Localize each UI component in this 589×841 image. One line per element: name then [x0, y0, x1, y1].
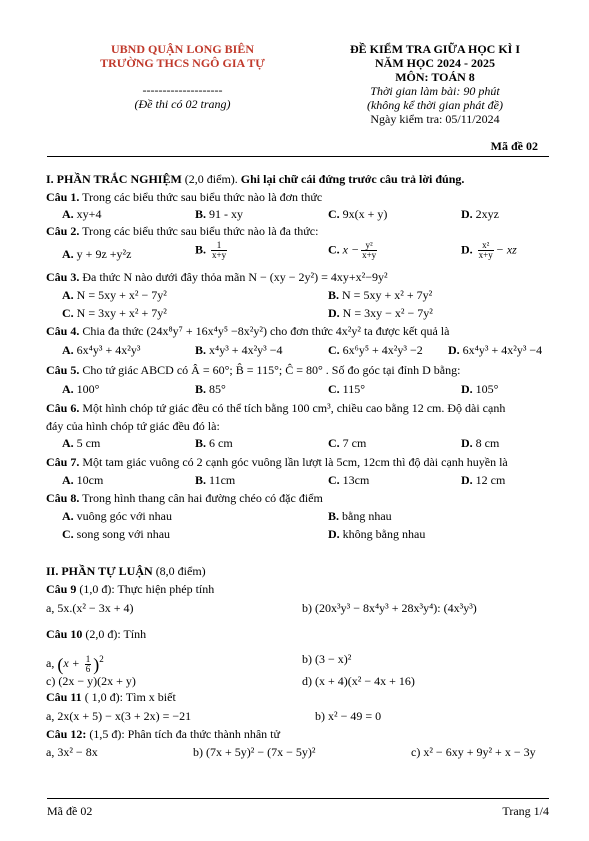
q2-option-c [328, 241, 379, 260]
option-letter: D. [461, 242, 473, 257]
option-text: 2xyz [475, 207, 499, 221]
numerator: x² [478, 241, 494, 251]
school-year: NĂM HỌC 2024 - 2025 [375, 56, 495, 70]
option-letter: D. [461, 207, 473, 221]
option-text: 115° [342, 382, 366, 396]
option-letter: D. [448, 343, 460, 357]
question-9 [46, 582, 214, 597]
time-limit: Thời gian làm bài: 90 phút [370, 84, 500, 98]
part-label: a, [46, 656, 58, 670]
option-letter: A. [62, 207, 74, 221]
option-letter: C. [328, 436, 340, 450]
option-text: vuông góc với nhau [76, 509, 173, 523]
option-text: 91 - xy [209, 207, 244, 221]
question-8 [46, 491, 323, 506]
option-text: không bằng nhau [342, 527, 426, 541]
option-letter: D. [461, 436, 473, 450]
option-text: 9x(x + y) [342, 207, 388, 221]
time-note: (không kể thời gian phát đề) [366, 98, 504, 112]
q2-option-d [461, 241, 517, 260]
question-text: (1,5 đ): Phân tích đa thức thành nhân tử [86, 727, 280, 741]
q5-option-d [461, 382, 498, 397]
q2-option-b [195, 241, 229, 260]
question-label: Câu 9 [46, 582, 77, 596]
option-text: 8 cm [475, 436, 500, 450]
option-text: x⁴y³ + 4x²y³ −4 [209, 343, 283, 357]
q3-option-b [328, 288, 432, 303]
q4-option-c [328, 343, 423, 358]
option-letter: A. [62, 247, 74, 261]
question-10 [46, 627, 146, 642]
fraction [85, 655, 92, 674]
numerator: 1 [211, 241, 227, 251]
q1-option-b [195, 207, 243, 222]
option-letter: C. [328, 382, 340, 396]
option-letter: A. [62, 436, 74, 450]
question-2 [46, 224, 318, 239]
option-letter: A. [62, 473, 74, 487]
question-label: Câu 10 [46, 627, 83, 641]
header-left [95, 42, 270, 111]
question-label: Câu 6. [46, 401, 80, 415]
question-text: Trong hình thang cân hai đường chéo có đặc điểm [79, 491, 323, 505]
q7-option-d [461, 473, 505, 488]
option-letter: B. [195, 436, 207, 450]
footer-rule [47, 798, 549, 799]
numerator: y² [361, 241, 377, 251]
part2-title: II. PHẦN TỰ LUẬN [46, 564, 153, 578]
q10-part-d: d) (x + 4)(x² − 4x + 16) [302, 674, 415, 688]
question-6-continued: đáy của hình chóp tứ giác đều đó là: [46, 419, 220, 433]
part2-points: (8,0 điểm) [152, 564, 206, 578]
q8-option-a [62, 509, 172, 524]
open-paren: ( [57, 654, 64, 675]
option-letter: C. [62, 306, 74, 320]
question-label: Câu 11 [46, 690, 82, 704]
q6-option-a [62, 436, 100, 451]
question-text: ( 1,0 đ): Tìm x biết [81, 690, 176, 704]
option-text: 85° [209, 382, 226, 396]
option-text: 7 cm [342, 436, 367, 450]
question-label: Câu 12: [46, 727, 87, 741]
option-letter: D. [461, 473, 473, 487]
footer-page-number: Trang 1/4 [502, 804, 549, 818]
option-text: 6x⁴y³ + 4x²y³ [76, 343, 141, 357]
org-name: UBND QUẬN LONG BIÊN [110, 42, 254, 56]
question-label: Câu 4. [46, 324, 80, 338]
question-text: Trong các biểu thức sau biểu thức nào là đơn thức [79, 190, 323, 204]
option-text: y + 9z +y²z [76, 247, 132, 261]
option-letter: D. [328, 306, 340, 320]
option-letter: B. [195, 343, 207, 357]
q5-option-c [328, 382, 365, 397]
option-text: 11cm [209, 473, 236, 487]
question-label: Câu 8. [46, 491, 80, 505]
q7-option-b [195, 473, 235, 488]
denominator: x+y [478, 250, 493, 260]
q10-part-c: c) (2x − y)(2x + y) [46, 674, 136, 688]
q6-option-c [328, 436, 366, 451]
question-3 [46, 270, 388, 285]
numerator: 1 [85, 653, 91, 664]
q12-part-c: c) x² − 6xy + 9y² + x − 3y [411, 745, 536, 759]
part2-heading [46, 564, 206, 579]
question-4 [46, 324, 449, 339]
q9-part-a: a, 5x.(x² − 3x + 4) [46, 601, 134, 615]
option-letter: C. [62, 527, 74, 541]
option-text: xy+4 [76, 207, 102, 221]
exam-title: ĐỀ KIỂM TRA GIỮA HỌC KÌ I [349, 42, 521, 56]
q1-option-d [461, 207, 499, 222]
option-text: 6x⁴y³ + 4x²y³ −4 [462, 343, 543, 357]
exponent: 2 [99, 654, 104, 664]
option-letter: B. [328, 509, 340, 523]
pages-note: (Đề thi có 02 trang) [134, 97, 231, 111]
fraction [361, 241, 377, 260]
question-label: Câu 7. [46, 455, 80, 469]
q6-option-d [461, 436, 499, 451]
option-text: 10cm [76, 473, 104, 487]
option-text: 6x⁶y⁵ + 4x²y³ −2 [342, 343, 423, 357]
question-text: Cho tứ giác ABCD có Â = 60°; B̂ = 115°; Ĉ = 80° . Số đo góc tại đỉnh D bằng: [79, 363, 461, 377]
q6-option-b [195, 436, 233, 451]
denominator: 6 [85, 663, 91, 674]
option-text: song song với nhau [76, 527, 171, 541]
q10-part-a [46, 648, 104, 675]
option-text: 5 cm [76, 436, 101, 450]
denominator: x+y [362, 250, 377, 260]
school-name: TRƯỜNG THCS NGÔ GIA TỰ [100, 56, 265, 70]
question-7 [46, 455, 508, 470]
expression: x + [63, 656, 83, 670]
question-text: Một hình chóp tứ giác đều có thể tích bằng 100 cm³, chiều cao bằng 12 cm. Độ dài cạnh [79, 401, 506, 415]
q1-option-a [62, 207, 101, 222]
option-letter: B. [195, 242, 207, 257]
question-text: Chia đa thức (24x⁸y⁷ + 16x⁴y⁵ −8x²y²) cho đơn thức 4x²y² ta được kết quả là [79, 324, 450, 338]
q3-option-a [62, 288, 167, 303]
fraction [478, 241, 494, 260]
question-label: Câu 1. [46, 190, 80, 204]
option-letter: D. [328, 527, 340, 541]
q10-part-b: b) (3 − x)² [302, 652, 352, 666]
q9-part-b: b) (20x³y³ − 8x⁴y³ + 28x³y⁴): (4x³y³) [302, 601, 477, 615]
option-letter: A. [62, 509, 74, 523]
question-text: (1,0 đ): Thực hiện phép tính [76, 582, 215, 596]
header-rule [47, 156, 549, 157]
question-label: Câu 3. [46, 270, 80, 284]
q7-option-a [62, 473, 103, 488]
denominator: x+y [212, 250, 227, 260]
q4-option-b [195, 343, 283, 358]
option-letter: D. [461, 382, 473, 396]
option-letter: B. [195, 473, 207, 487]
option-text: N = 3xy − x² − 7y² [342, 306, 433, 320]
part1-title: I. PHẦN TRẮC NGHIỆM [46, 172, 182, 186]
option-letter: B. [195, 207, 207, 221]
option-text: 12 cm [475, 473, 506, 487]
q8-option-b [328, 509, 392, 524]
exam-date: Ngày kiểm tra: 05/11/2024 [370, 112, 500, 126]
question-12 [46, 727, 280, 742]
q4-option-a [62, 343, 140, 358]
option-letter: B. [328, 288, 340, 302]
option-text: − xz [495, 242, 517, 257]
q8-option-d [328, 527, 425, 542]
option-text: 105° [475, 382, 499, 396]
option-text: x − [342, 242, 360, 257]
option-letter: C. [328, 242, 340, 257]
q12-part-b: b) (7x + 5y)² − (7x − 5y)² [193, 745, 316, 759]
header-divider: -------------------- [142, 83, 223, 97]
part1-points: (2,0 điểm). [181, 172, 241, 186]
option-text: bằng nhau [342, 509, 392, 523]
option-text: 100° [76, 382, 100, 396]
question-label: Câu 2. [46, 224, 80, 238]
q12-part-a: a, 3x² − 8x [46, 745, 98, 759]
question-6 [46, 401, 505, 416]
q7-option-c [328, 473, 369, 488]
question-5 [46, 363, 460, 378]
option-letter: C. [328, 207, 340, 221]
q11-part-a: a, 2x(x + 5) − x(3 + 2x) = −21 [46, 709, 192, 723]
option-text: 6 cm [209, 436, 233, 450]
option-text: N = 5xy + x² + 7y² [342, 288, 433, 302]
part1-heading [46, 172, 464, 187]
q5-option-b [195, 382, 226, 397]
option-text: N = 5xy + x² − 7y² [76, 288, 167, 302]
option-letter: C. [328, 343, 340, 357]
option-letter: A. [62, 288, 74, 302]
fraction [211, 241, 227, 260]
question-text: Đa thức N nào dưới đây thỏa mãn N − (xy − 2y²) = 4xy+x²−9y² [79, 270, 388, 284]
q4-option-d [448, 343, 542, 358]
q2-option-a [62, 247, 131, 262]
option-text: N = 3xy + x² + 7y² [76, 306, 167, 320]
q5-option-a [62, 382, 99, 397]
question-text: Trong các biểu thức sau biểu thức nào là đa thức: [79, 224, 319, 238]
option-letter: A. [62, 343, 74, 357]
option-letter: B. [195, 382, 207, 396]
q3-option-c [62, 306, 167, 321]
option-text: 13cm [342, 473, 370, 487]
q3-option-d [328, 306, 433, 321]
q1-option-c [328, 207, 387, 222]
question-label: Câu 5. [46, 363, 80, 377]
header-right [320, 42, 550, 126]
q8-option-c [62, 527, 170, 542]
exam-code: Mã đề 02 [490, 139, 538, 153]
footer-code: Mã đề 02 [47, 804, 93, 818]
close-paren: ) [93, 654, 100, 675]
question-text: Một tam giác vuông có 2 cạnh góc vuông lần lượt là 5cm, 12cm thì độ dài cạnh huyền là [79, 455, 508, 469]
question-text: (2,0 đ): Tính [82, 627, 147, 641]
question-11 [46, 690, 176, 705]
part1-instruction: Ghi lại chữ cái đứng trước câu trả lời đúng. [240, 172, 465, 186]
subject: MÔN: TOÁN 8 [395, 70, 475, 84]
option-letter: C. [328, 473, 340, 487]
option-letter: A. [62, 382, 74, 396]
question-1 [46, 190, 322, 205]
q11-part-b: b) x² − 49 = 0 [315, 709, 382, 723]
